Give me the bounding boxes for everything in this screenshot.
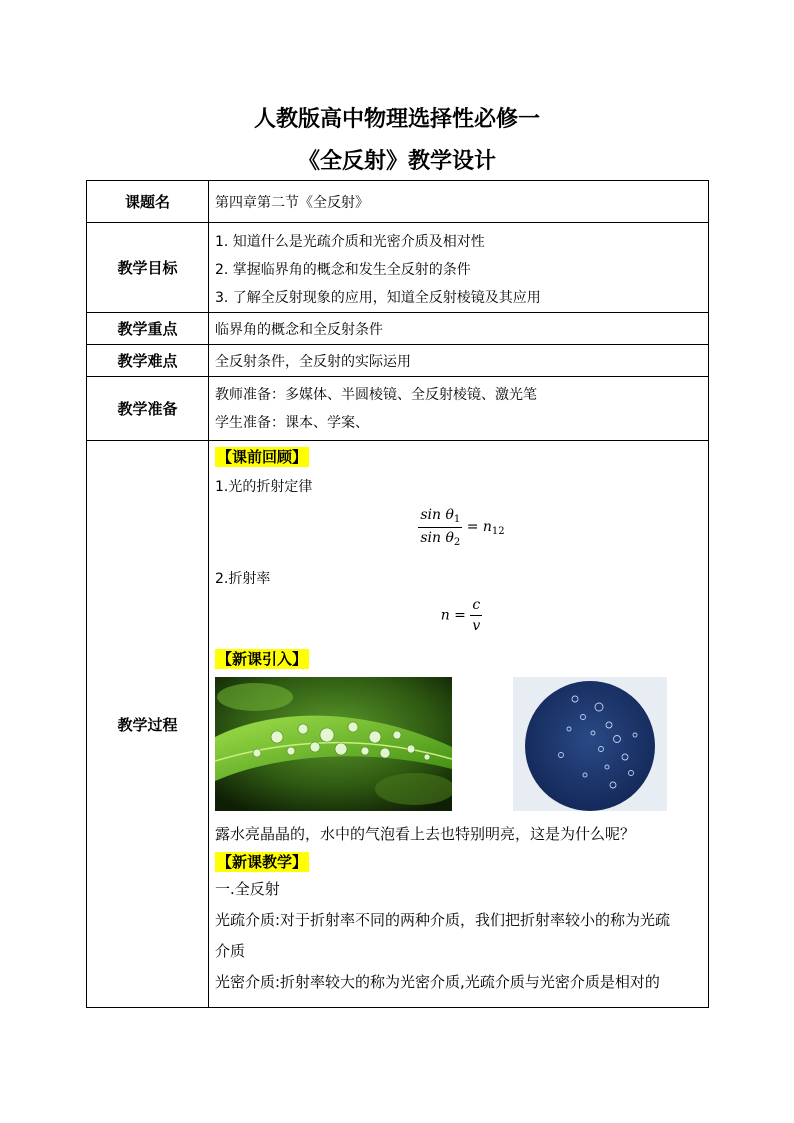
label-preparation: 教学准备 <box>87 377 209 441</box>
label-difficulties: 教学难点 <box>87 345 209 377</box>
value-process <box>209 441 709 1008</box>
review-item-1: 1.光的折射定律 <box>215 479 313 495</box>
intro-heading: 【新课引入】 <box>217 650 308 668</box>
refractive-index-formula: n = $\frac{c}{v}$ <box>440 597 481 634</box>
document-subtitle: 《全反射》教学设计 <box>297 149 496 174</box>
row-process <box>87 441 709 1008</box>
lesson-plan-table <box>86 180 709 1008</box>
review-heading: 【课前回顾】 <box>217 448 308 466</box>
value-preparation <box>209 377 709 441</box>
row-key-points <box>87 313 709 345</box>
value-topic: 第四章第二节《全反射》 <box>209 181 709 223</box>
value-key-points: 临界角的概念和全反射条件 <box>209 313 709 345</box>
value-difficulties: 全反射条件，全反射的实际运用 <box>209 345 709 377</box>
def-optically-sparse: 光疏介质:对于折射率不同的两种介质，我们把折射率较小的称为光疏 <box>215 911 671 929</box>
underwater-bubbles-image <box>513 677 667 811</box>
label-goals: 教学目标 <box>87 223 209 313</box>
goal-item: 3. 了解全反射现象的应用，知道全反射棱镜及其应用 <box>215 289 541 306</box>
student-prep: 学生准备：课本、学案、 <box>215 414 369 431</box>
refraction-law-formula: $\frac{\sin \theta_1}{\sin \theta_2}$ = $n_{12}$ <box>420 507 505 548</box>
goal-item: 2. 掌握临界角的概念和发生全反射的条件 <box>215 261 471 278</box>
section-total-reflection: 一.全反射 <box>215 880 280 898</box>
value-goals <box>209 223 709 313</box>
teach-heading: 【新课教学】 <box>217 853 308 871</box>
dew-leaf-image <box>215 677 452 811</box>
label-process: 教学过程 <box>87 441 209 1008</box>
row-goals <box>87 223 709 313</box>
intro-images <box>215 675 708 817</box>
def-optically-dense: 光密介质:折射率较大的称为光密介质,光疏介质与光密介质是相对的 <box>215 973 660 991</box>
document-title: 人教版高中物理选择性必修一 <box>253 107 540 132</box>
row-preparation <box>87 377 709 441</box>
row-difficulties <box>87 345 709 377</box>
review-item-2: 2.折射率 <box>215 571 271 587</box>
label-key-points: 教学重点 <box>87 313 209 345</box>
def-optically-sparse-cont: 介质 <box>215 942 246 960</box>
intro-question: 露水亮晶晶的，水中的气泡看上去也特别明亮，这是为什么呢？ <box>215 825 636 843</box>
goal-item: 1. 知道什么是光疏介质和光密介质及相对性 <box>215 233 485 250</box>
label-topic: 课题名 <box>87 181 209 223</box>
teacher-prep: 教师准备：多媒体、半圆棱镜、全反射棱镜、激光笔 <box>215 386 537 403</box>
row-topic <box>87 181 709 223</box>
